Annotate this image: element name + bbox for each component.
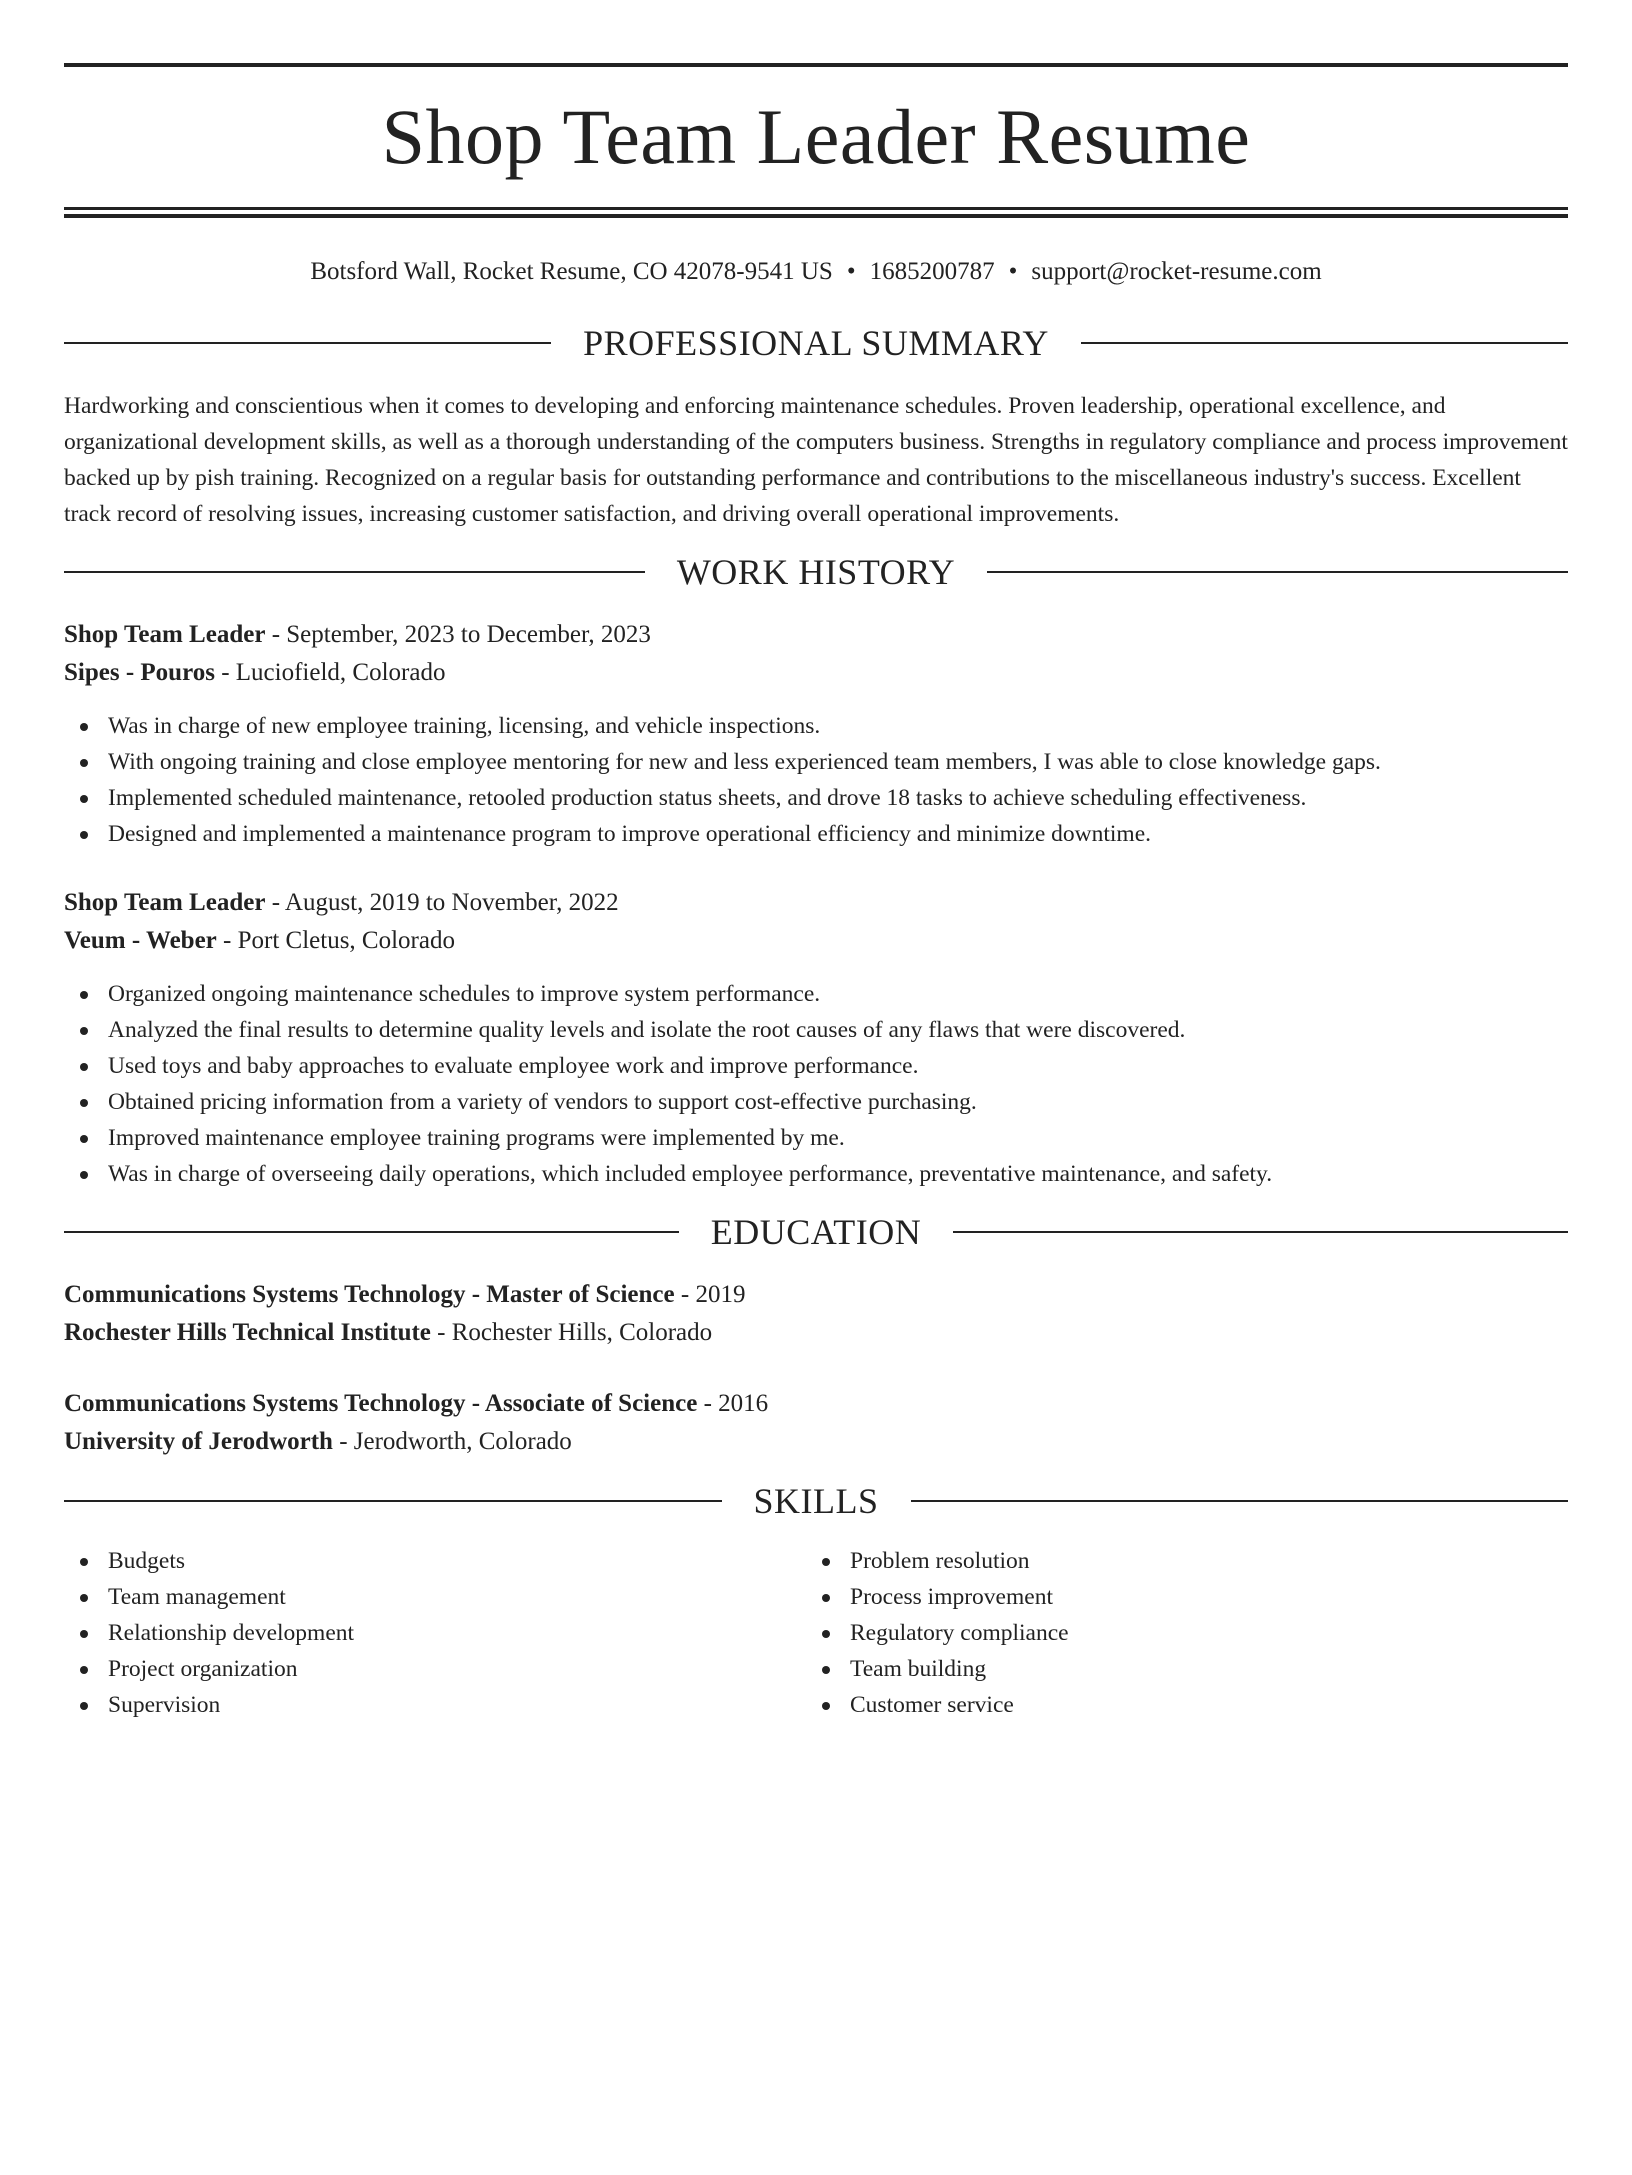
skill-item: Regulatory compliance — [806, 1615, 1548, 1651]
job-entry — [64, 616, 1568, 852]
job-company: Veum - Weber — [64, 927, 217, 954]
section-heading-work-history — [64, 552, 1568, 592]
job-dates: - September, 2023 to December, 2023 — [265, 621, 651, 648]
heading-rule — [64, 342, 551, 344]
section-title-education: EDUCATION — [710, 1212, 922, 1252]
job-bullet: Improved maintenance employee training programs were implemented by me. — [64, 1120, 1568, 1156]
section-title-skills: SKILLS — [753, 1481, 879, 1521]
skill-item: Budgets — [64, 1543, 806, 1579]
education-school-line — [64, 1314, 1568, 1352]
section-heading-skills — [64, 1481, 1568, 1521]
education-entry — [64, 1276, 1568, 1352]
job-entry — [64, 884, 1568, 1192]
title-double-rule — [64, 207, 1568, 218]
education-school: Rochester Hills Technical Institute — [64, 1319, 431, 1346]
job-bullet: Obtained pricing information from a variety of vendors to support cost-effective purchasing. — [64, 1084, 1568, 1120]
job-company-line — [64, 654, 1568, 692]
job-bullet: Organized ongoing maintenance schedules to improve system performance. — [64, 976, 1568, 1012]
contact-separator: • — [1008, 258, 1018, 285]
job-bullet: Was in charge of new employee training, licensing, and vehicle inspections. — [64, 708, 1568, 744]
job-location: - Port Cletus, Colorado — [216, 927, 455, 954]
education-year: - 2016 — [697, 1390, 769, 1417]
heading-rule — [911, 1500, 1569, 1502]
heading-rule — [64, 571, 645, 573]
skill-item: Problem resolution — [806, 1543, 1548, 1579]
education-degree: Communications Systems Technology - Associate of Science — [64, 1390, 698, 1417]
summary-text: Hardworking and conscientious when it comes to developing and enforcing maintenance schedules. Proven leadership, operational excellence, and organizational development skills, as well as a thorough understanding of the computers business. Strengths in regulatory compliance and process improvement backed up by pish training. Recognized on a regular basis for outstanding performance and contributions to the miscellaneous industry's success. Excellent track record of resolving issues, increasing customer satisfaction, and driving overall operational improvements. — [64, 393, 1568, 527]
job-company-line — [64, 922, 1568, 960]
section-heading-education — [64, 1212, 1568, 1252]
skill-item: Team building — [806, 1651, 1548, 1687]
skill-item: Project organization — [64, 1651, 806, 1687]
contact-email: support@rocket-resume.com — [1031, 258, 1322, 285]
section-title-summary: PROFESSIONAL SUMMARY — [583, 323, 1049, 363]
education-degree-line — [64, 1276, 1568, 1314]
education-location: - Jerodworth, Colorado — [332, 1428, 572, 1455]
job-title: Shop Team Leader — [64, 621, 266, 648]
education-degree: Communications Systems Technology - Master of Science — [64, 1281, 675, 1308]
section-title-work-history: WORK HISTORY — [676, 552, 956, 592]
contact-line — [64, 257, 1568, 287]
education-entry — [64, 1385, 1568, 1461]
education-location: - Rochester Hills, Colorado — [430, 1319, 713, 1346]
job-bullet: With ongoing training and close employee mentoring for new and less experienced team members, I was able to close knowledge gaps. — [64, 744, 1568, 780]
job-dates: - August, 2019 to November, 2022 — [265, 889, 619, 916]
job-company: Sipes - Pouros — [64, 659, 215, 686]
heading-rule — [64, 1500, 722, 1502]
section-heading-summary — [64, 323, 1568, 363]
job-bullet: Used toys and baby approaches to evaluate employee work and improve performance. — [64, 1048, 1568, 1084]
education-school: University of Jerodworth — [64, 1428, 333, 1455]
contact-phone: 1685200787 — [869, 258, 995, 285]
heading-rule — [1081, 342, 1568, 344]
heading-rule — [953, 1231, 1568, 1233]
heading-rule — [987, 571, 1568, 573]
job-title-line — [64, 616, 1568, 654]
skills-column-left — [64, 1543, 806, 1723]
job-bullet: Designed and implemented a maintenance program to improve operational efficiency and minimize downtime. — [64, 816, 1568, 852]
education-degree-line — [64, 1385, 1568, 1423]
education-year: - 2019 — [674, 1281, 746, 1308]
skills-grid — [64, 1543, 1568, 1723]
job-title-line — [64, 884, 1568, 922]
job-bullet: Analyzed the final results to determine quality levels and isolate the root causes of any flaws that were discovered. — [64, 1012, 1568, 1048]
heading-rule — [64, 1231, 679, 1233]
top-rule — [64, 63, 1568, 67]
skill-item: Supervision — [64, 1687, 806, 1723]
job-title: Shop Team Leader — [64, 889, 266, 916]
resume-title: Shop Team Leader Resume — [381, 93, 1251, 180]
contact-separator: • — [846, 258, 856, 285]
job-location: - Luciofield, Colorado — [214, 659, 446, 686]
job-bullet: Implemented scheduled maintenance, retooled production status sheets, and drove 18 tasks to achieve scheduling effectiveness. — [64, 780, 1568, 816]
job-bullet: Was in charge of overseeing daily operations, which included employee performance, preventative maintenance, and safety. — [64, 1156, 1568, 1192]
contact-address: Botsford Wall, Rocket Resume, CO 42078-9541 US — [310, 258, 833, 285]
skill-item: Customer service — [806, 1687, 1548, 1723]
skill-item: Process improvement — [806, 1579, 1548, 1615]
job-bullets — [64, 708, 1568, 852]
education-school-line — [64, 1423, 1568, 1461]
resume-page — [0, 63, 1632, 2175]
skills-column-right — [806, 1543, 1548, 1723]
job-bullets — [64, 976, 1568, 1192]
skill-item: Team management — [64, 1579, 806, 1615]
skill-item: Relationship development — [64, 1615, 806, 1651]
